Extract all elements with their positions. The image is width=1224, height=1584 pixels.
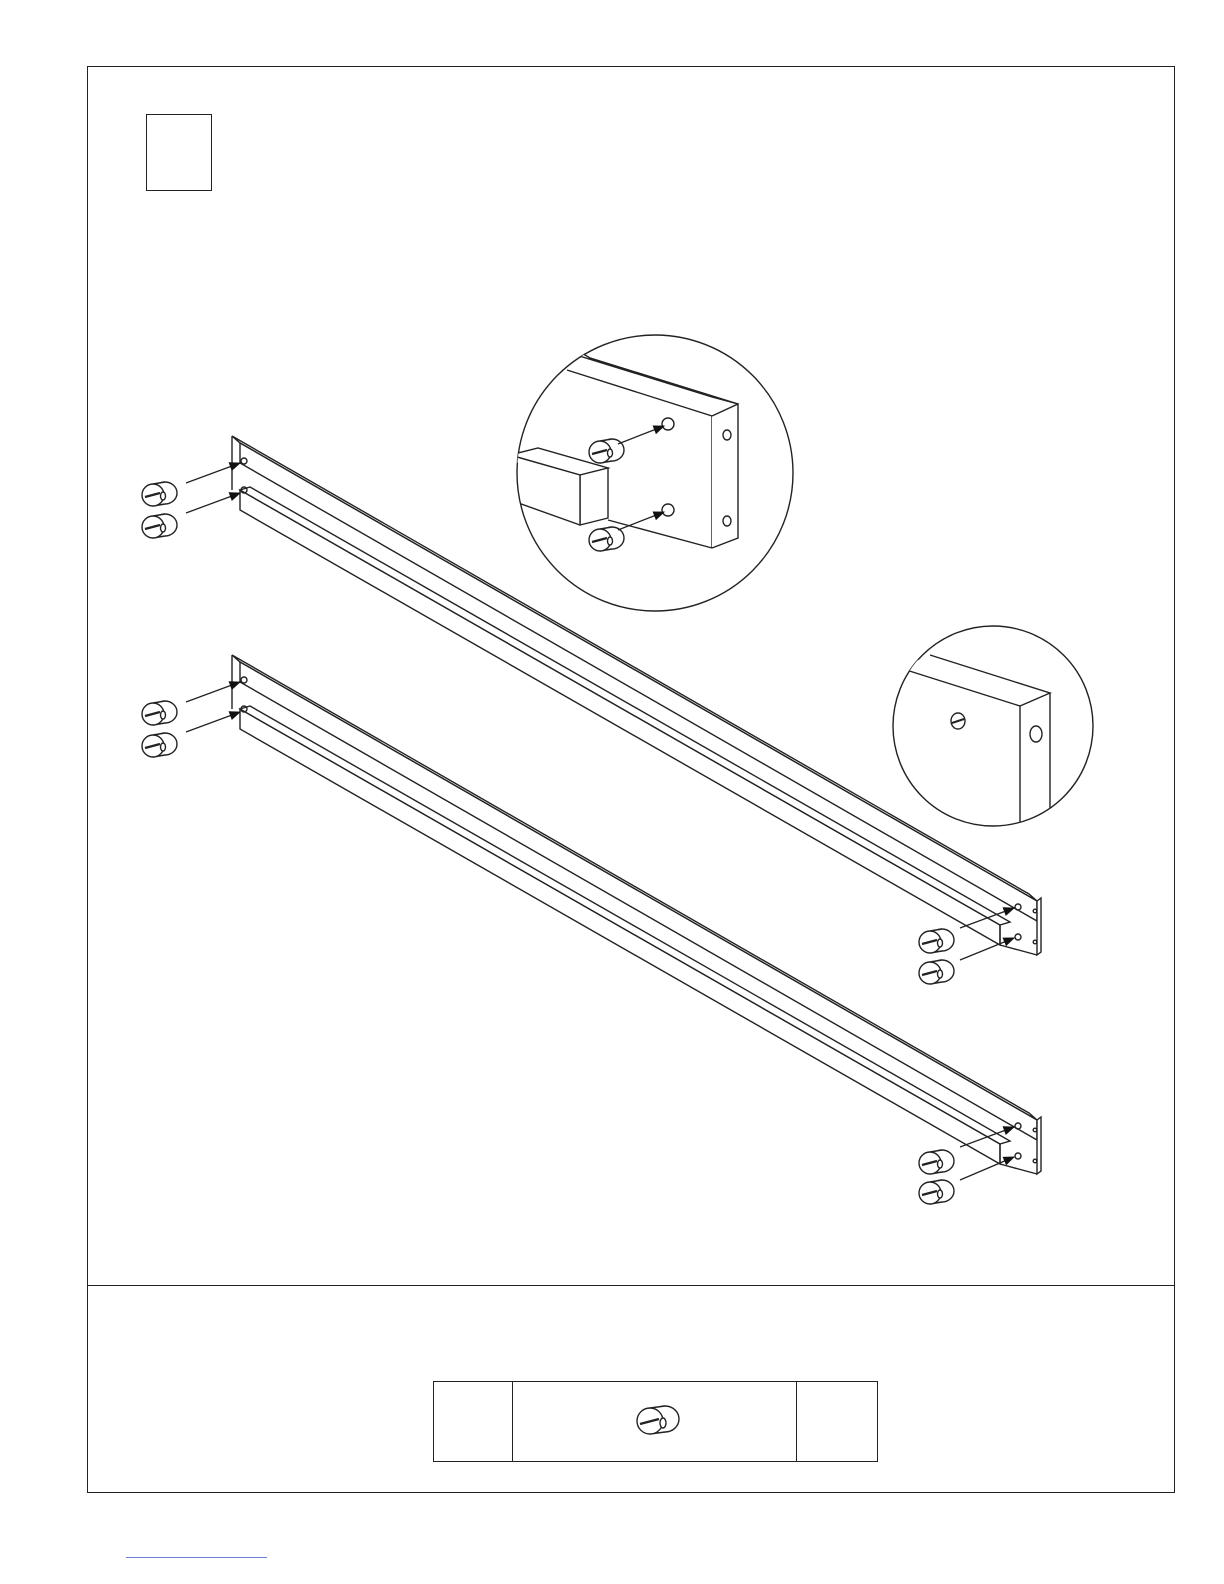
barrel-nut-icon [919, 960, 954, 984]
left-nuts-upper [142, 463, 240, 538]
part-image-cell [513, 1382, 797, 1461]
parts-table [433, 1381, 878, 1462]
barrel-nut-icon [142, 514, 177, 538]
barrel-nut-icon [625, 1397, 685, 1447]
detail-circle-seated [893, 626, 1093, 830]
left-nuts-lower [142, 682, 240, 757]
part-letter-cell [434, 1382, 513, 1461]
footer-link-underline[interactable] [126, 1557, 267, 1558]
detail-circle-insert [510, 335, 793, 611]
part-quantity-cell [797, 1382, 877, 1461]
barrel-nut-icon [142, 701, 177, 725]
barrel-nut-icon [142, 733, 177, 757]
barrel-nut-icon [919, 1150, 954, 1174]
barrel-nut-icon [919, 1180, 954, 1204]
barrel-nut-icon [919, 929, 954, 953]
barrel-nut-icon [142, 482, 177, 506]
